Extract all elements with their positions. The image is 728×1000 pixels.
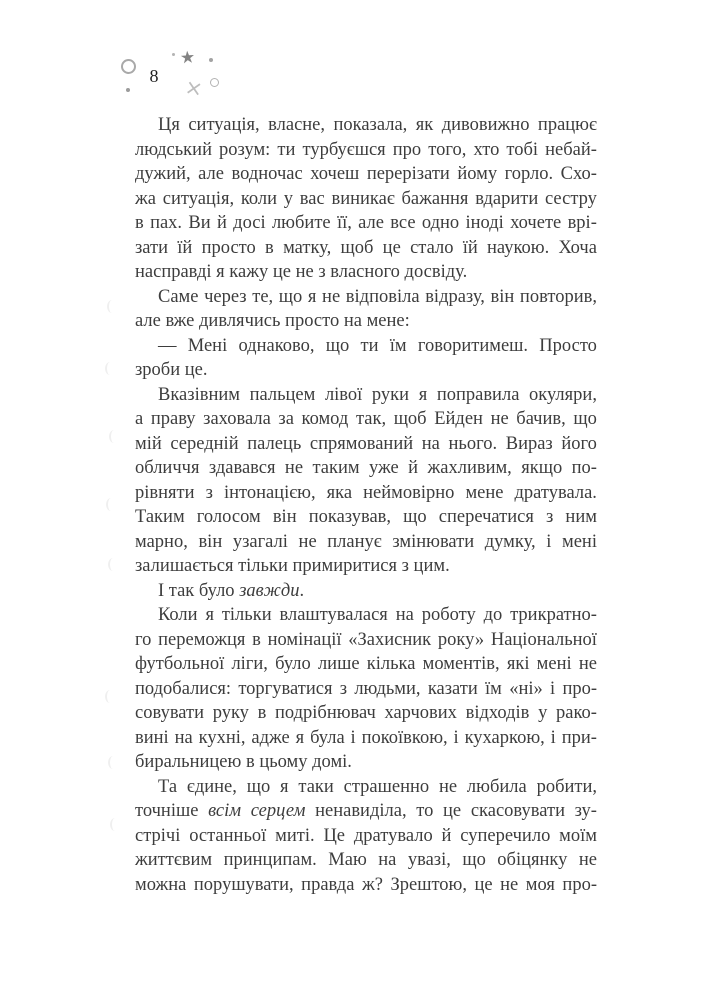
text-line: Вказівним пальцем лівої руки я поправила окуляри, (158, 384, 597, 405)
text-line: дужий, але водночас хочеш перерізати йому горло. Схо- (135, 164, 597, 184)
text-line: го переможця в номінації «Захисник року» Національної (135, 629, 597, 650)
page-number: 8 (149, 66, 159, 86)
text-line: мій середній палець спрямований на нього. Вираз його (135, 433, 597, 454)
dot-decoration (126, 88, 130, 92)
paragraph (135, 383, 597, 579)
paragraph (135, 113, 597, 285)
text-line: Коли я тільки влаштувалася на роботу до трикратно- (158, 605, 597, 625)
text-line: вині на кухні, адже я була і покоївкою, і кухаркою, і при- (135, 727, 597, 748)
small-circle-decoration (210, 78, 219, 87)
text-line: зроби це. (135, 360, 208, 380)
text-line: насправді я кажу це не з власного досвіду. (135, 262, 468, 282)
text-line: подобалися: торгуватися з людьми, казати їм «ні» і про- (135, 678, 597, 699)
text-line: жа ситуація, коли у вас виникає бажання вдарити сестру (135, 188, 597, 209)
text-line: рівняти з інтонацією, яка неймовірно мене дратувала. (135, 482, 597, 503)
paragraph (135, 285, 597, 334)
text-line: обличчя здавався не таким уже й жахливим, якщо по- (135, 458, 597, 478)
page-edge-artifact (110, 818, 120, 831)
paragraph (135, 579, 597, 604)
circle-outline-decoration (121, 59, 136, 74)
paragraph (135, 334, 597, 383)
text-line: але вже дивлячись просто на мене: (135, 311, 410, 331)
text-line: зати їй просто в матку, щоб це стало їй наукою. Хоча (135, 237, 597, 258)
page-edge-artifact (105, 690, 115, 703)
text-line: совувати руку в подрібнювач харчових відходів у рако- (135, 703, 597, 723)
paragraph (135, 603, 597, 775)
text-line: а праву заховала за комод так, щоб Ейден не бачив, що (135, 409, 597, 429)
text-line: Саме через те, що я не відповіла відразу, він повторив, (158, 286, 597, 307)
text-line: точніше всім серцем ненавиділа, то це скасовувати зу- (135, 801, 597, 821)
text-line: футбольної ліги, було лише кілька моментів, які мені не (135, 654, 597, 674)
star-icon: ★ (179, 47, 196, 69)
text-line: Ця ситуація, власне, показала, як дивовижно працює (158, 115, 597, 135)
page-text (135, 113, 597, 897)
page-edge-artifact (105, 362, 115, 375)
text-line: життєвим принципам. Маю на увазі, що обіцянку не (135, 850, 597, 870)
dot-decoration (209, 58, 213, 62)
text-line: марно, він узагалі не планує змінювати думку, і мені (135, 531, 597, 552)
paragraph (135, 775, 597, 898)
text-line: можна порушувати, правда ж? Зрештою, це не моя про- (135, 874, 597, 895)
sparkle-x-icon: × (183, 74, 205, 102)
text-line: І так було завжди. (158, 580, 305, 601)
page-edge-artifact (109, 430, 119, 443)
text-line: залишається тільки примиритися з цим. (135, 556, 450, 576)
page-edge-artifact (108, 756, 118, 769)
dot-decoration (172, 53, 175, 56)
text-line: стрічі останньої миті. Це дратувало й суперечило моїм (135, 825, 597, 846)
page-header (0, 0, 300, 110)
text-line: — Мені однаково, що ти їм говоритимеш. Просто (158, 335, 597, 356)
page-edge-artifact (108, 558, 118, 571)
page-edge-artifact (107, 300, 117, 313)
page-edge-artifact (106, 498, 116, 511)
text-line: биральницею в цьому домі. (135, 752, 352, 772)
text-line: Та єдине, що я таки страшенно не любила робити, (158, 776, 597, 797)
text-line: в пах. Ви й досі любите її, але все одно іноді хочете врі- (135, 213, 597, 233)
text-line: Таким голосом він показував, що сперечатися з ним (135, 507, 597, 527)
text-line: людський розум: ти турбуєшся про того, хто тобі небай- (135, 139, 597, 160)
